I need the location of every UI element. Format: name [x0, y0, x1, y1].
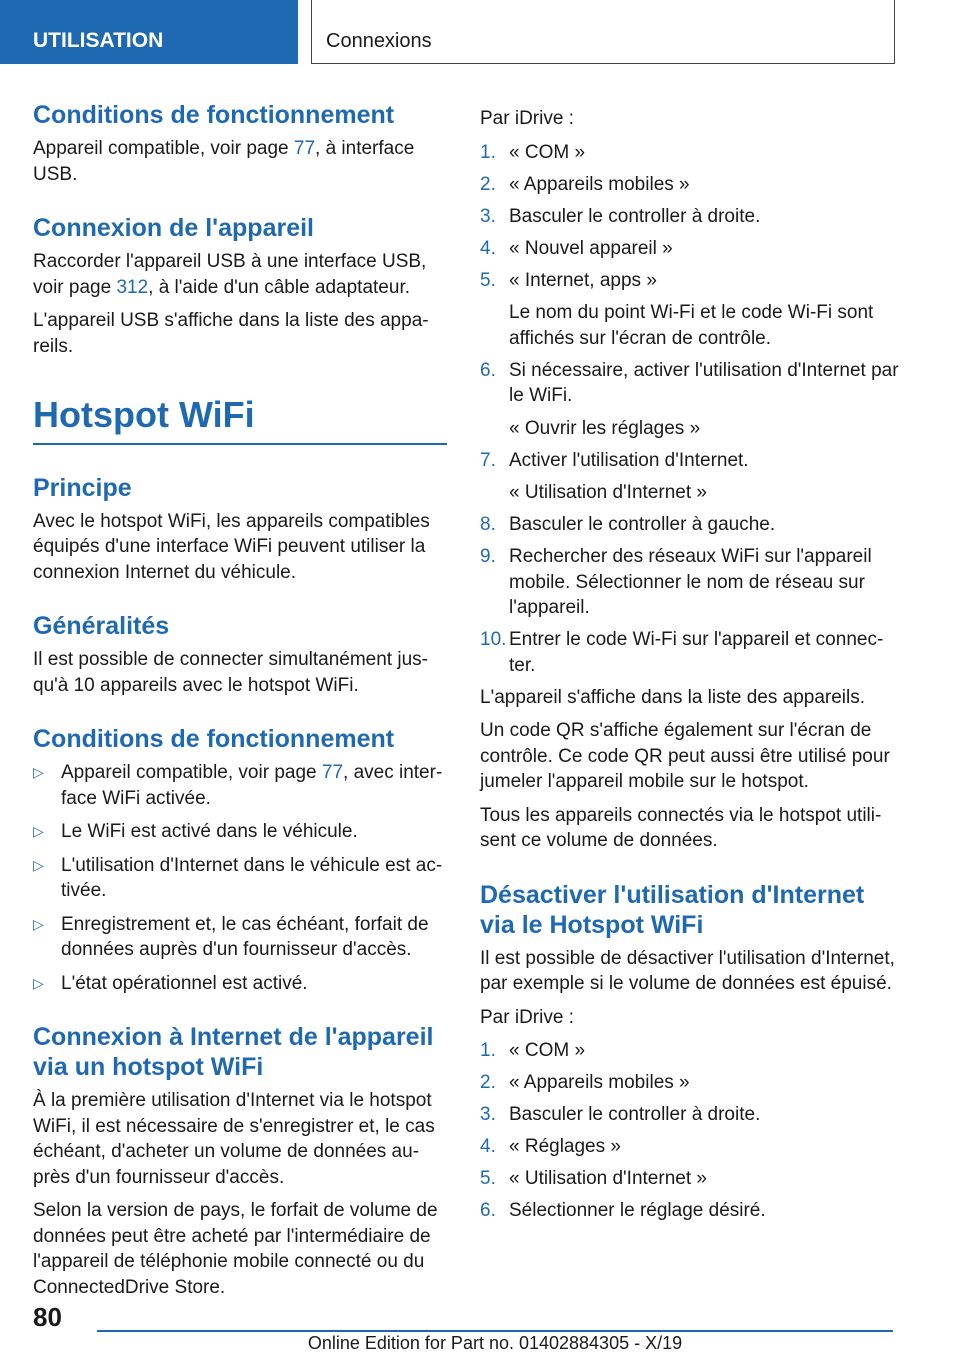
heading-principe: Principe: [33, 473, 132, 502]
step-number: 1.: [480, 1040, 496, 1061]
step-item: [480, 1198, 900, 1224]
step-number: 6.: [480, 1200, 496, 1221]
step-text: « Réglages »: [509, 1136, 621, 1157]
step-number: 5.: [480, 1168, 496, 1189]
paragraph-internet-1: À la première utilisation d'Internet via le hotspot WiFi, il est nécessaire de s'enregistrer et, le cas échéant, d'acheter un volume de données auprès d'un fournisseur d'accès.: [33, 1090, 435, 1188]
step-number: 6.: [480, 359, 496, 381]
header-chapter-label: Connexions: [311, 0, 895, 64]
step-item: [480, 1134, 900, 1160]
step-number: 8.: [480, 514, 496, 535]
page-link-77[interactable]: 77: [293, 138, 316, 159]
list-item: ▷ Le WiFi est activé dans le véhicule.: [33, 819, 447, 845]
heading-desactiver-internet: Désactiver l'utilisation d'Internet via le Hotspot WiFi: [480, 880, 865, 939]
paragraph-par-idrive-1: Par iDrive :: [480, 108, 574, 129]
paragraph-volume-donnees: Tous les appareils connectés via le hotspot utilisent ce volume de données.: [480, 804, 882, 851]
list-item: ▷ L'utilisation d'Internet dans le véhicule est activée.: [33, 854, 443, 901]
step-item: [480, 1038, 900, 1064]
step-item: [480, 140, 900, 166]
step-number: 10.: [480, 629, 507, 650]
step-text: Basculer le controller à droite.: [509, 1104, 761, 1125]
step-number: 5.: [480, 269, 496, 291]
step-number: 2.: [480, 1072, 496, 1093]
heading-rule: [33, 443, 447, 445]
paragraph-principe: Avec le hotspot WiFi, les appareils compatibles équipés d'une interface WiFi peuvent utiliser la connexion Internet du véhicule.: [33, 510, 430, 583]
step-item: [480, 1070, 900, 1096]
step-number: 4.: [480, 1136, 496, 1157]
step-text: « Appareils mobiles »: [509, 173, 690, 195]
step-text: « COM »: [509, 1040, 586, 1061]
step-text: « Nouvel appareil »: [509, 237, 673, 259]
step-text: Basculer le controller à gauche.: [509, 514, 776, 535]
paragraph-connexion-2: L'appareil USB s'affiche dans la liste des appareils.: [33, 310, 429, 357]
step-subtext: « Utilisation d'Internet »: [509, 482, 707, 503]
step-number: 7.: [480, 449, 496, 471]
step-text: Basculer le controller à droite.: [509, 205, 761, 227]
step-subtext: « Ouvrir les réglages »: [509, 417, 701, 439]
step-text: « Internet, apps »: [509, 269, 657, 291]
steps-list-2: [480, 1038, 900, 1224]
step-item: [480, 204, 900, 230]
paragraph-par-idrive-2: Par iDrive :: [480, 1006, 574, 1028]
conditions-bullet-list: [33, 760, 447, 996]
paragraph-qr-code: Un code QR s'affiche également sur l'écran de contrôle. Ce code QR peut aussi être utilisé pour jumeler l'appareil mobile sur le hotspot.: [480, 720, 890, 792]
triangle-bullet-icon: ▷: [33, 915, 44, 932]
page-number: 80: [33, 1302, 62, 1332]
page-link-77[interactable]: 77: [321, 762, 344, 783]
paragraph-appareil-liste: L'appareil s'affiche dans la liste des appareils.: [480, 686, 866, 708]
step-number: 2.: [480, 173, 496, 195]
step-item: [480, 172, 900, 198]
step-item: [480, 544, 900, 621]
left-column: [33, 100, 447, 1308]
step-text: Si nécessaire, activer l'utilisation d'Internet par le WiFi.: [509, 359, 899, 406]
step-text: Entrer le code Wi-Fi sur l'appareil et connecter.: [509, 629, 884, 676]
step-subtext: Le nom du point Wi-Fi et le code Wi-Fi sont affichés sur l'écran de contrôle.: [509, 302, 874, 349]
step-number: 9.: [480, 546, 496, 567]
step-item: [480, 448, 900, 506]
step-item: [480, 236, 900, 262]
triangle-bullet-icon: ▷: [33, 823, 44, 839]
heading-internet-hotspot: Connexion à Internet de l'appareil via un hotspot WiFi: [33, 1023, 434, 1081]
step-text: Activer l'utilisation d'Internet.: [509, 449, 749, 471]
list-item: ▷ Enregistrement et, le cas échéant, forfait de données auprès d'un fournisseur d'accès.: [33, 913, 429, 960]
right-column: [480, 106, 900, 1230]
heading-conditions-2: Conditions de fonctionnement: [33, 725, 395, 753]
step-text: « COM »: [509, 141, 586, 163]
step-number: 1.: [480, 141, 496, 163]
footer-rule: [97, 1330, 893, 1332]
triangle-bullet-icon: ▷: [33, 974, 44, 991]
step-text: Sélectionner le réglage désiré.: [509, 1200, 766, 1221]
step-item: [480, 627, 900, 678]
step-number: 3.: [480, 1104, 496, 1125]
paragraph-internet-2: Selon la version de pays, le forfait de volume de données peut être acheté par l'intermédiaire de l'appareil de téléphonie mobile connecté ou du ConnectedDrive Store.: [33, 1200, 438, 1298]
heading-connexion-appareil: Connexion de l'appareil: [33, 214, 314, 242]
header-section-label: UTILISATION: [0, 0, 298, 64]
step-item: [480, 1166, 900, 1192]
list-item: ▷ L'état opérationnel est activé.: [33, 971, 447, 997]
page-link-312[interactable]: 312: [116, 276, 149, 298]
paragraph-connexion-1: Raccorder l'appareil USB à une interface USB, voir page 312, à l'aide d'un câble adaptateur.: [33, 251, 427, 298]
heading-conditions-1: Conditions de fonctionnement: [33, 101, 395, 129]
step-number: 4.: [480, 237, 496, 259]
step-text: Rechercher des réseaux WiFi sur l'appareil mobile. Sélectionner le nom de réseau sur l'appareil.: [509, 546, 872, 618]
steps-list-1: [480, 140, 900, 679]
heading-hotspot-wifi: Hotspot WiFi: [33, 394, 255, 435]
step-text: « Utilisation d'Internet »: [509, 1168, 707, 1189]
step-item: [480, 358, 900, 442]
step-number: 3.: [480, 205, 496, 227]
footer-edition: Online Edition for Part no. 01402884305 - X/19: [307, 1333, 683, 1353]
step-item: [480, 268, 900, 352]
paragraph-conditions-1: Appareil compatible, voir page 77, à interface USB.: [33, 138, 415, 185]
triangle-bullet-icon: ▷: [33, 856, 44, 873]
paragraph-generalites: Il est possible de connecter simultanément jusqu'à 10 appareils avec le hotspot WiFi.: [33, 649, 428, 696]
step-item: [480, 512, 900, 538]
heading-generalites: Généralités: [33, 612, 170, 640]
triangle-bullet-icon: ▷: [33, 764, 44, 780]
step-item: [480, 1102, 900, 1128]
paragraph-desactiver: Il est possible de désactiver l'utilisation d'Internet, par exemple si le volume de données est épuisé.: [480, 947, 895, 994]
list-item: ▷ Appareil compatible, voir page 77, avec interface WiFi activée.: [33, 762, 443, 809]
step-text: « Appareils mobiles »: [509, 1072, 690, 1093]
